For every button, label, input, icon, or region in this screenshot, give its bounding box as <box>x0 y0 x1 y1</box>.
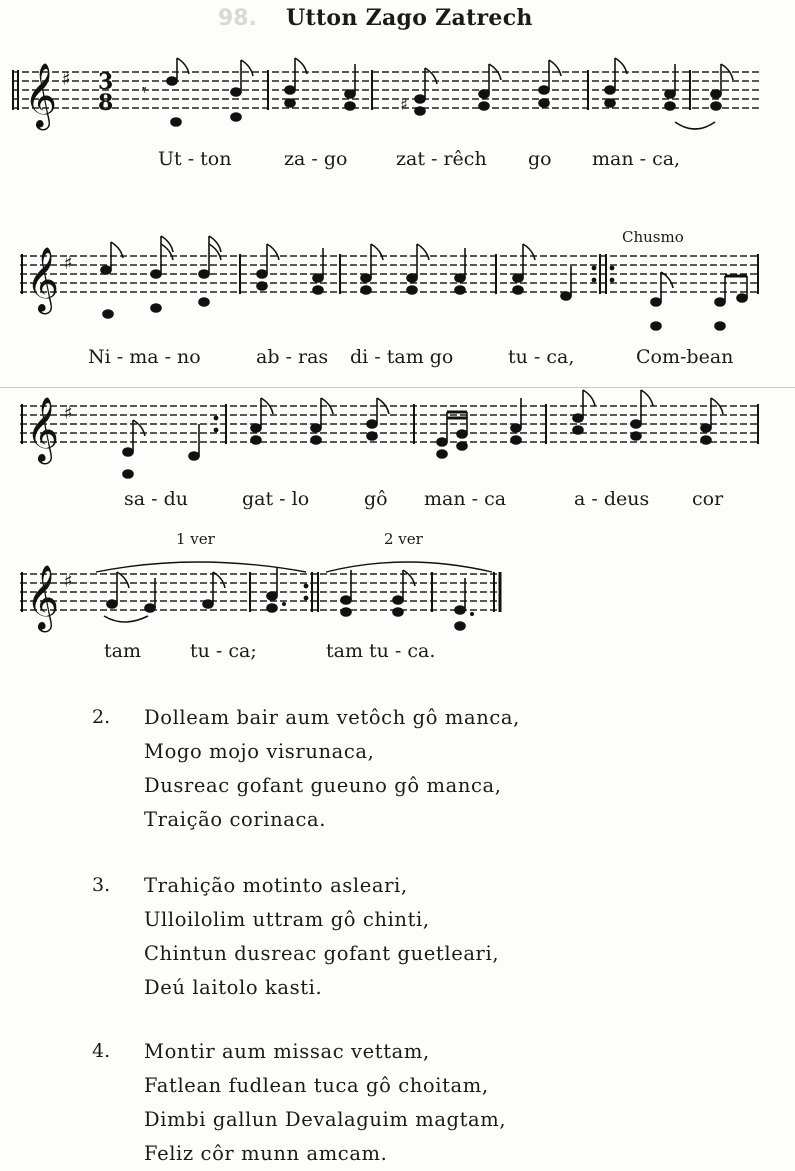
lyric-syllable: gat - lo <box>242 488 310 510</box>
music-system-1 <box>0 50 795 190</box>
lyric-syllable: go <box>528 148 552 170</box>
lyric-syllable: tam tu - ca. <box>326 640 436 662</box>
music-system-4 <box>0 528 795 678</box>
music-system-3 <box>0 390 795 520</box>
svg-text:♯: ♯ <box>62 69 71 90</box>
verse-line: Dusreac gofant gueuno gô manca, <box>144 774 502 797</box>
lyric-syllable: Ni - ma - no <box>88 346 201 368</box>
verse-line: Chintun dusreac gofant guetleari, <box>144 942 500 965</box>
page-number: 98. <box>218 6 257 31</box>
page-divider <box>0 387 795 388</box>
lyric-syllable: zat - rêch <box>396 148 487 170</box>
svg-text:𝄞: 𝄞 <box>26 565 60 630</box>
verse-line: Mogo mojo visrunaca, <box>144 740 375 763</box>
verse-line: Dimbi gallun Devalaguim magtam, <box>144 1108 507 1131</box>
verse-line: Traição corinaca. <box>144 808 327 831</box>
lyric-syllable: za - go <box>284 148 348 170</box>
svg-text:𝄞: 𝄞 <box>24 63 58 128</box>
lyric-syllable: man - ca <box>424 488 507 510</box>
verse-number: 4. <box>92 1040 111 1062</box>
song-title: Utton Zago Zatrech <box>286 5 533 31</box>
lyric-syllable: ab - ras <box>256 346 329 368</box>
lyric-syllable: gô <box>364 488 388 510</box>
volta-2-label: 2 ver <box>384 530 423 548</box>
verse-line: Montir aum missac vettam, <box>144 1040 430 1063</box>
verse-line: Ulloilolim uttram gô chinti, <box>144 908 430 931</box>
lyric-syllable: Com-bean <box>636 346 734 368</box>
verse-line: Dolleam bair aum vetôch gô manca, <box>144 706 520 729</box>
svg-text:♯: ♯ <box>400 95 408 114</box>
svg-text:𝄞: 𝄞 <box>26 397 60 462</box>
svg-text:𝄾: 𝄾 <box>142 80 147 101</box>
svg-text:𝄞: 𝄞 <box>26 247 60 312</box>
verse-line: Trahição motinto asleari, <box>144 874 408 897</box>
lyric-syllable: tam <box>104 640 141 662</box>
verse-line: Feliz côr munn amcam. <box>144 1142 388 1165</box>
staff-3 <box>0 390 795 520</box>
verse-number: 2. <box>92 706 111 728</box>
lyric-syllable: man - ca, <box>592 148 681 170</box>
svg-text:8: 8 <box>98 90 114 116</box>
svg-text:♯: ♯ <box>64 403 73 424</box>
lyric-syllable: cor <box>692 488 724 510</box>
music-system-2 <box>0 222 795 382</box>
svg-text:3: 3 <box>98 69 114 95</box>
section-marking: Chusmo <box>622 228 684 246</box>
lyric-syllable: tu - ca, <box>508 346 575 368</box>
lyric-syllable: sa - du <box>124 488 188 510</box>
verse-number: 3. <box>92 874 111 896</box>
verse-line: Fatlean fudlean tuca gô choitam, <box>144 1074 489 1097</box>
svg-text:♯: ♯ <box>64 571 73 592</box>
volta-1-label: 1 ver <box>176 530 215 548</box>
verse-line: Deú laitolo kasti. <box>144 976 323 999</box>
svg-text:♯: ♯ <box>64 253 73 274</box>
lyric-syllable: tu - ca; <box>190 640 257 662</box>
lyric-syllable: Ut - ton <box>158 148 232 170</box>
lyric-syllable: a - deus <box>574 488 650 510</box>
lyric-syllable: di - tam go <box>350 346 454 368</box>
